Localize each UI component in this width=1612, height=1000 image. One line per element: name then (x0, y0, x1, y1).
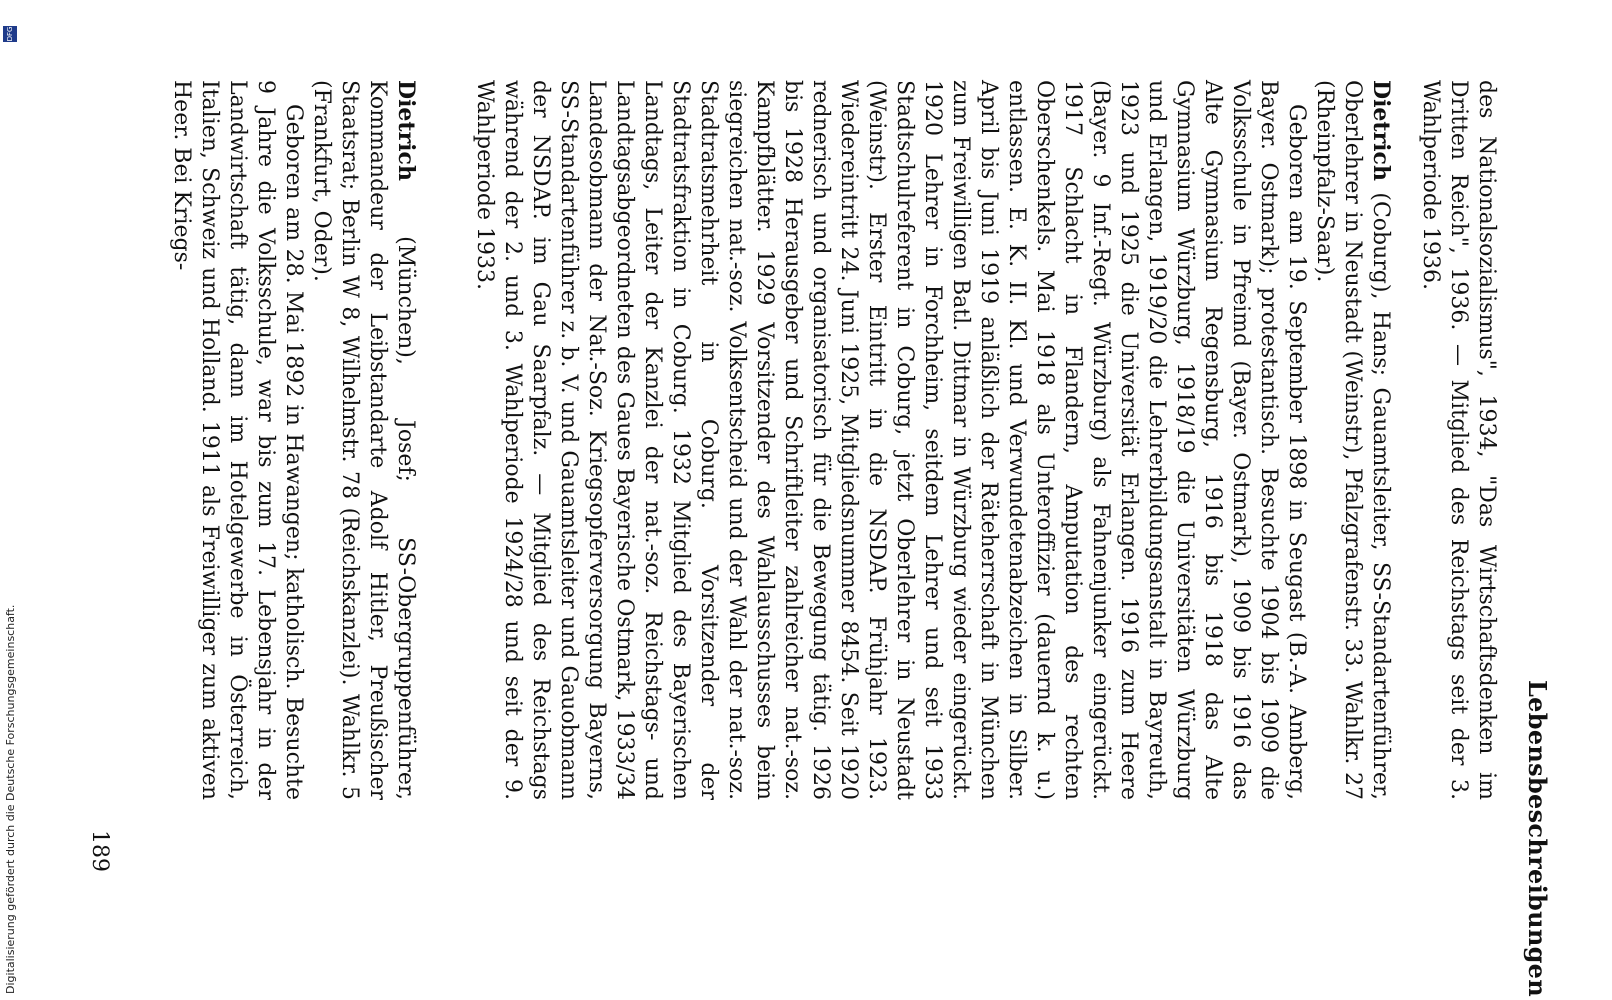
credit-text: Digitalisierung gefördert durch die Deutsche Forschungsgemeinschaft. (4, 604, 17, 994)
entry-heading (307, 80, 420, 800)
entry-name: Dietrich (1368, 80, 1394, 181)
entry-lead: (München), Josef; SS-Obergruppenführer, Kommandeur der Leibstandarte Adolf Hitler, Preußischer Staatsrat; Berlin W 8, Wilhelmstr. 78 (Reichskanzlei). Wahlkr. 5 (Frankfurt, Oder). (309, 80, 418, 800)
digitization-credit (0, 0, 24, 1000)
entry-lead: (Coburg), Hans; Gauamtsleiter, SS-Standartenführer, Oberlehrer in Neustadt (Weinstr), Pfalzgrafenstr. 33. Wahlkr. 27 (Rheinpfalz-Saar). (1312, 80, 1393, 800)
rotated-document-page (20, 0, 1560, 1000)
paragraph: Geboren am 19. September 1898 in Seugast (B.-A. Amberg, Bayer. Ostmark); protestantisch. Besuchte 1904 bis 1909 die Volksschule in Pfreimd (Bayer. Ostmark), 1909 bis 1916 das Alte Gymnasium Regensburg, 1916 bis 1918 das Alte Gymnasium Würzburg, 1918/19 die Universitäten Würzburg und Erlangen, 1919/20 die Lehrerbildungsanstalt in Bayreuth, 1923 und 1925 die Universität Erlangen. 1916 zum Heere (Bayer. 9 Inf.-Regt. Würzburg) als Fahnenjunker eingerückt. 1917 Schlacht in Flandern, Amputation des rechten Oberschenkels. Mai 1918 als Unteroffizier (dauernd k. u.) entlassen. E. K. II. Kl. und Verwundetenabzeichen in Silber. April bis Juni 1919 anläßlich der Räteherrschaft in München zum Freiwilligen Batl. Dittmar in Würzburg wieder eingerückt. 1920 Lehrer in Forchheim, seitdem Lehrer und seit 1933 Stadtschulreferent in Coburg, jetzt Oberlehrer in Neustadt (Weinstr). Erster Eintritt in die NSDAP. Frühjahr 1923. Wiedereintritt 24. Juni 1925, Mitgliedsnummer 8454. Seit 1920 rednerisch und organisatorisch für die Bewegung tätig. 1926 bis 1928 Herausgeber und Schriftleiter zahlreicher nat.-soz. Kampfblätter. 1929 Vorsitzender des Wahlausschusses beim siegreichen nat.-soz. Volksentscheid und der Wahl der nat.-soz. Stadtratsmehrheit in Coburg. Vorsitzender der Stadtratsfraktion in Coburg. 1932 Mitglied des Bayerischen Landtags, Leiter der Kanzlei der nat.-soz. Reichstags- und Landtagsabgeordneten des Gaues Bayerische Ostmark, 1933/34 Landesobmann der Nat.-Soz. Kriegsopferversorgung Bayerns, SS-Standartenführer z. b. V. und Gauamtsleiter und Gauobmann der NSDAP. im Gau Saarpfalz. — Mitglied des Reichstags während der 2. und 3. Wahlperiode 1924/28 und seit der 9. Wahlperiode 1933. (472, 80, 1309, 800)
entry-dietrich-hans (470, 80, 1395, 800)
paragraph: des Nationalsozialismus", 1934, "Das Wirtschaftsdenken im Dritten Reich", 1936. — Mitglied des Reichstags seit der 3. Wahlperiode 1936. (1418, 80, 1499, 800)
dfg-logo-icon: DFG (3, 26, 17, 42)
page-number: 189 (87, 830, 112, 872)
entry-dietrich-josef (167, 80, 420, 800)
paragraph: Geboren am 28. Mai 1892 in Hawangen; katholisch. Besuchte 9 Jahre die Volksschule, war bis zum 17. Lebensjahr in der Landwirtschaft tätig, dann im Hotelgewerbe in Österreich, Italien, Schweiz und Holland. 1911 als Freiwilliger zum aktiven Heer. Bei Kriegs- (169, 80, 306, 800)
running-header: Lebensbeschreibungen (1523, 680, 1552, 997)
entry-heading (1310, 80, 1395, 800)
entry-continuation (1416, 80, 1500, 800)
entry-name: Dietrich (393, 80, 419, 181)
